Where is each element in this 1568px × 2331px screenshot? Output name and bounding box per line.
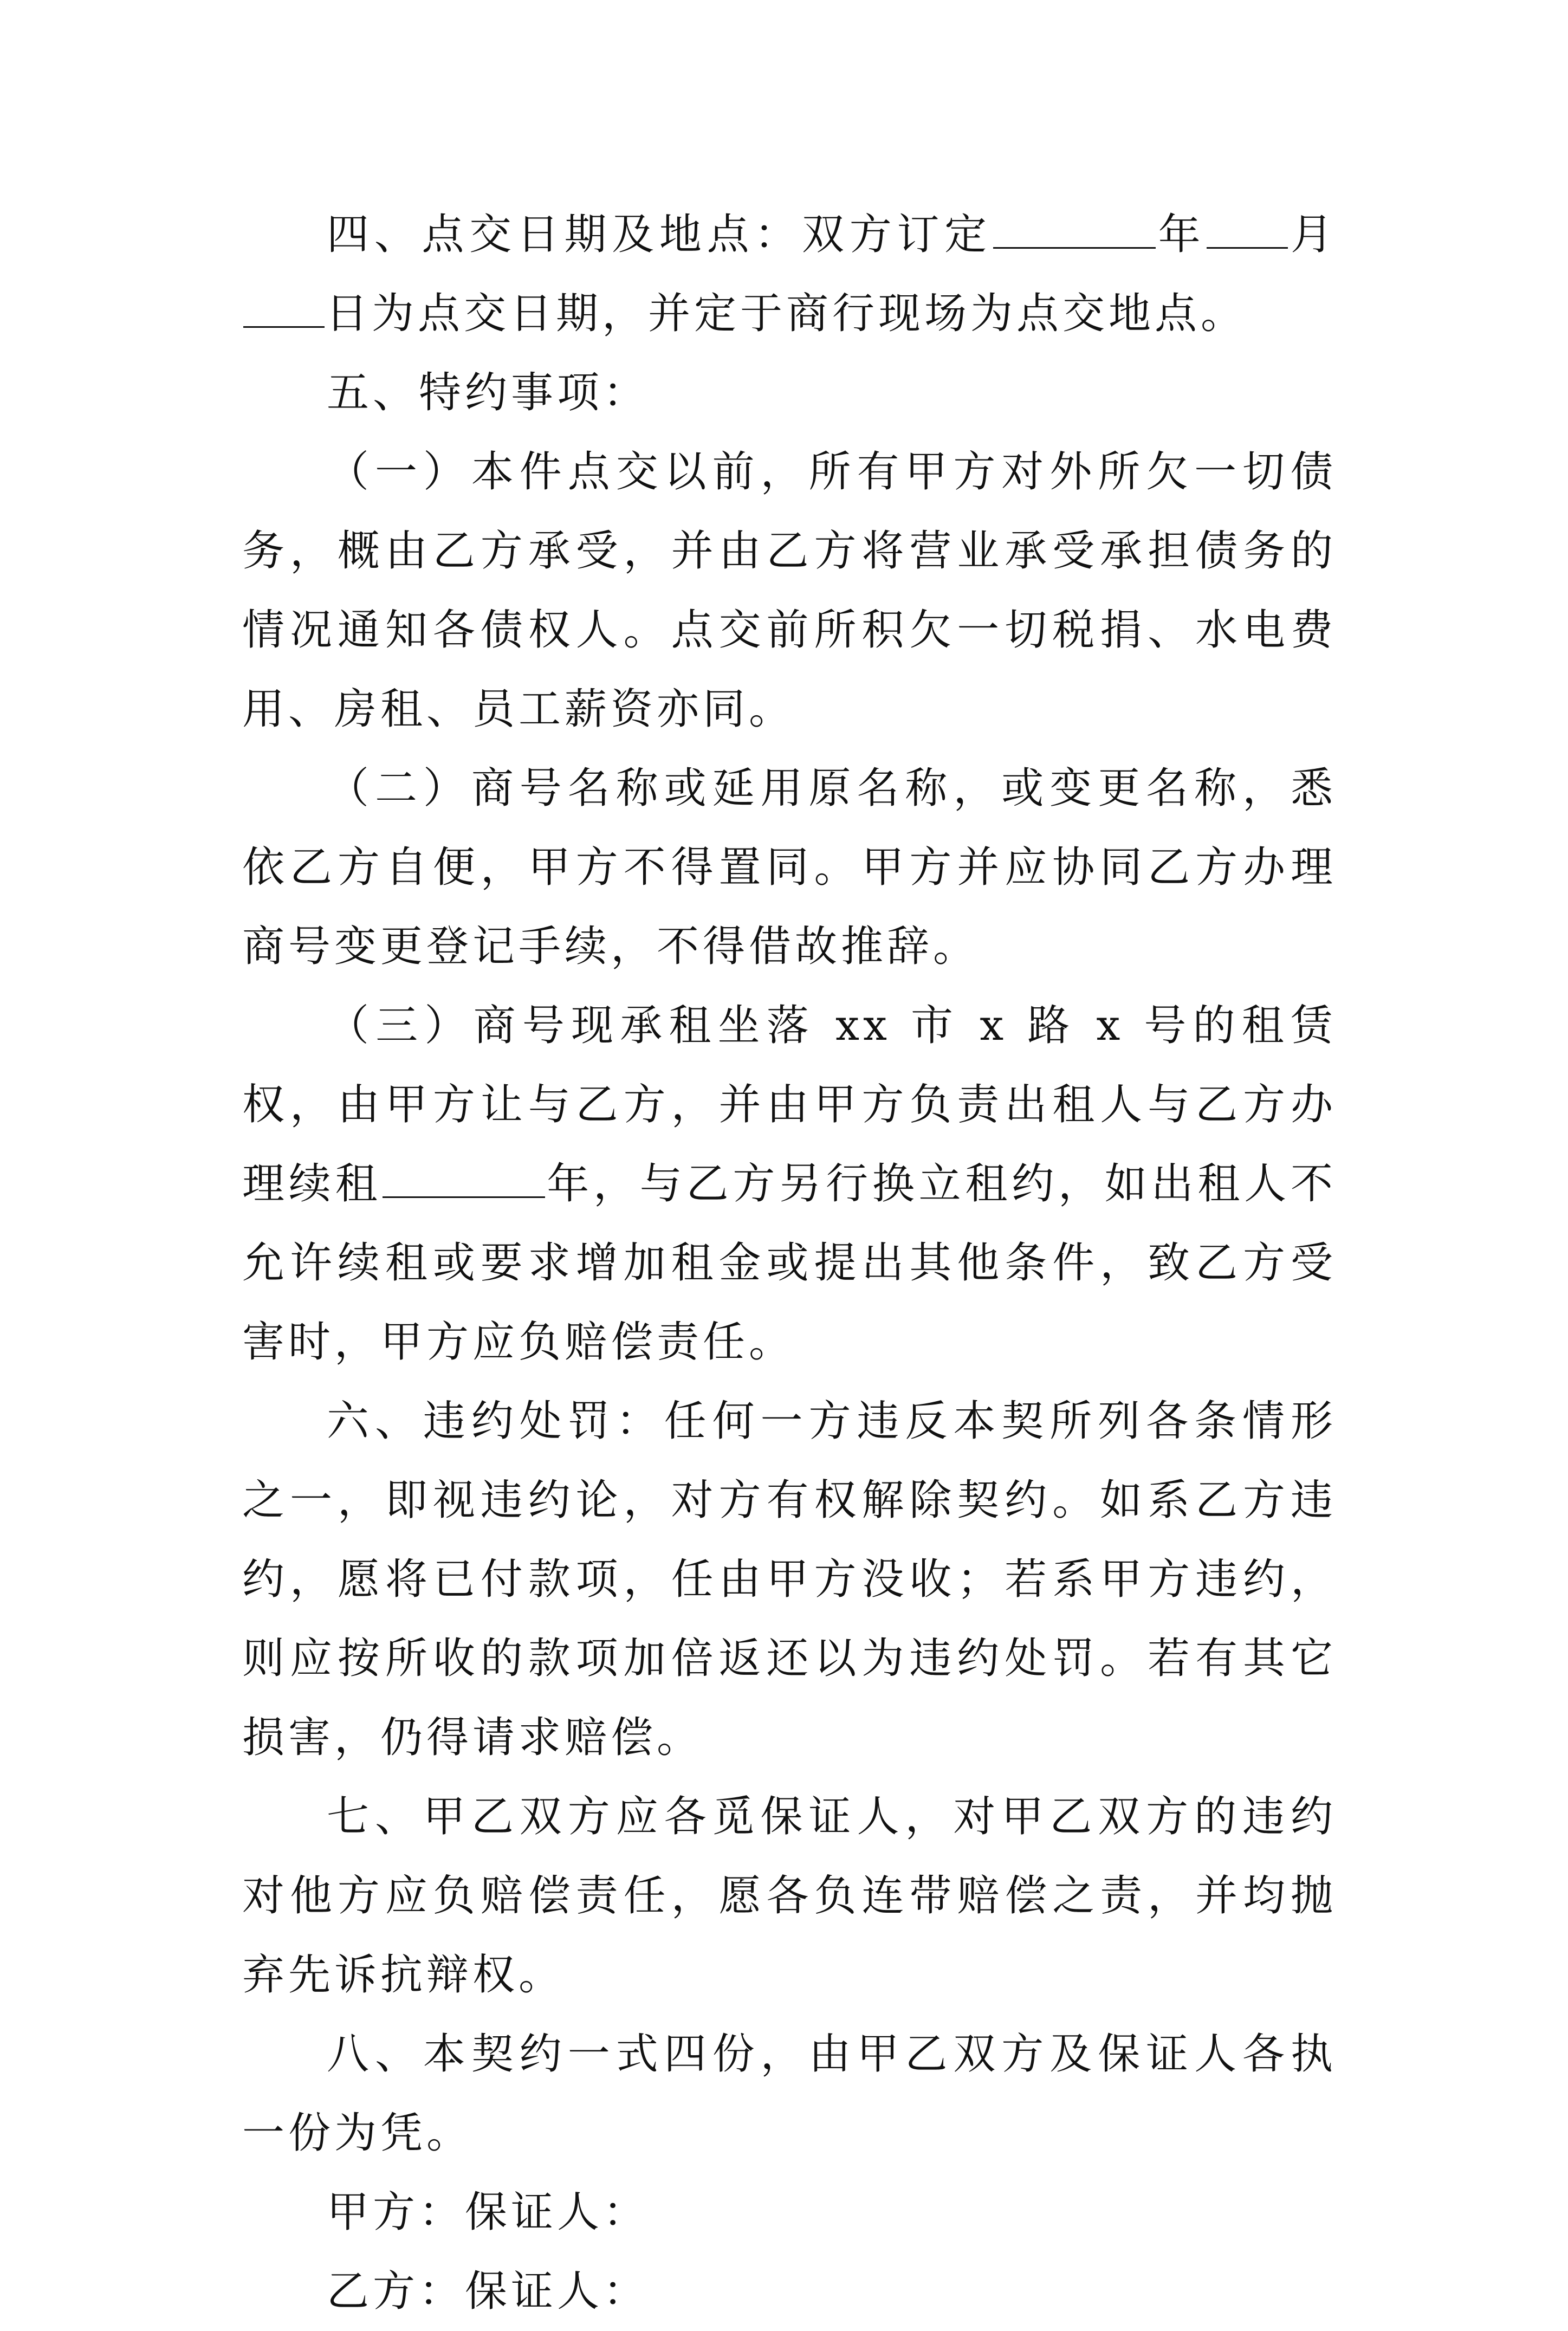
clause-5-heading: 五、特约事项： [327,368,650,417]
clause-5-item-1: （一）本件点交以前，所有甲方对外所欠一切债务，概由乙方承受，并由乙方将营业承受承担债务的情况通知各债权人。点交前所积欠一切税捐、水电费用、房租、员工薪资亦同。 [242,448,1337,734]
signature-party-a: 甲方：保证人： [327,2188,650,2237]
clause-4-prefix: 四、点交日期及地点：双方订定 [327,210,992,259]
clause-7: 七、甲乙双方应各觅保证人，对甲乙双方的违约对他方应负赔偿责任，愿各负连带赔偿之责，并均抛弃先诉抗辩权。 [242,1792,1337,1999]
contract-body [242,195,1337,2331]
clause-4 [242,195,1337,353]
month-label: 月 [1289,210,1337,259]
clause-5-item-2: （二）商号名称或延用原名称，或变更名称，悉依乙方自便，甲方不得置同。甲方并应协同乙方办理商号变更登记手续，不得借故推辞。 [242,764,1337,971]
clause-6: 六、违约处罚：任何一方违反本契所列各条情形之一，即视违约论，对方有权解除契约。如系乙方违约，愿将已付款项，任由甲方没收；若系甲方违约，则应按所收的款项加倍返还以为违约处罚。若有其它损害，仍得请求赔偿。 [242,1397,1337,1762]
clause-4-suffix: 日为点交日期，并定于商行现场为点交地点。 [326,289,1247,338]
signature-party-b: 乙方：保证人： [327,2267,650,2316]
clause-5-item-3 [242,986,1337,1382]
clause-5-item-3-suffix: 年，与乙方另行换立租约，如出租人不允许续租或要求增加租金或提出其他条件，致乙方受害时，甲方应负赔偿责任。 [242,1160,1337,1367]
clause-5-item-3-prefix: （三）商号现承租坐落 xx 市 x 路 x 号的租赁权，由甲方让与乙方，并由甲方负责出租人与乙方办理续租 [242,1001,1337,1208]
renewal-years-blank [383,1154,545,1198]
year-blank [993,205,1156,249]
month-blank [1207,205,1288,249]
year-label: 年 [1156,210,1206,259]
day-blank [243,284,325,328]
clause-8: 八、本契约一式四份，由甲乙双方及保证人各执一份为凭。 [242,2030,1337,2158]
